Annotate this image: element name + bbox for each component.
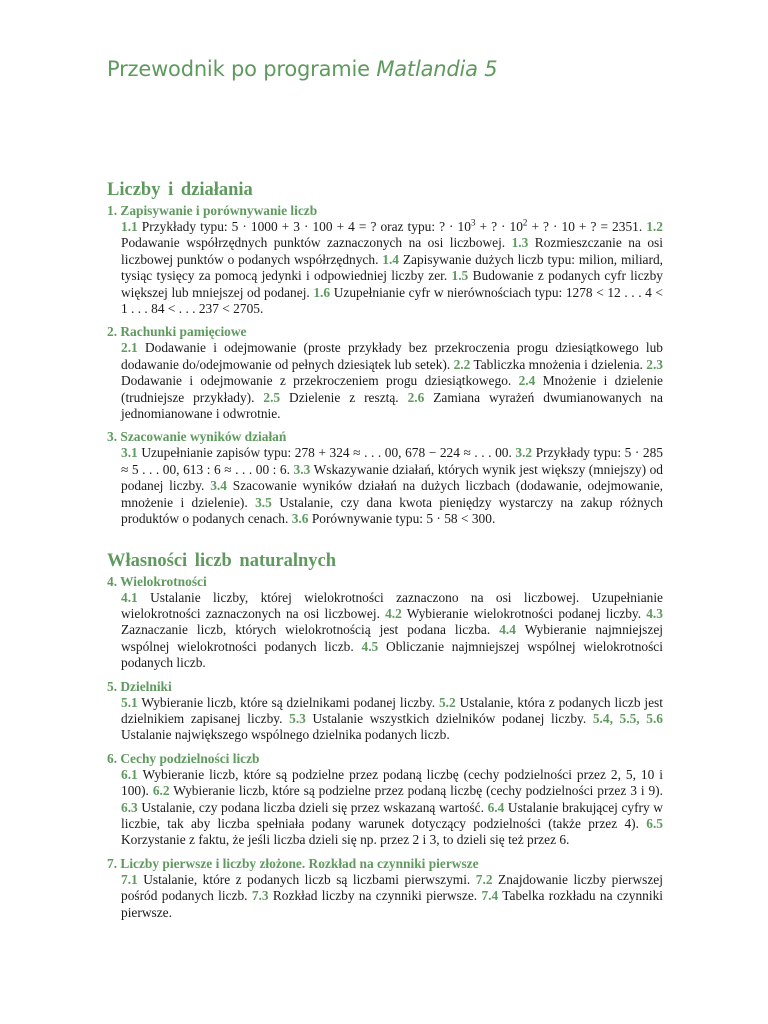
topic-body: [121, 590, 663, 672]
item-number: 1.6: [313, 284, 331, 300]
item-number: 7.3: [251, 888, 269, 904]
item-number: 2.5: [263, 389, 281, 405]
topic-heading: 1. Zapisywanie i porównywanie liczb: [107, 203, 318, 218]
item-text: Rozkład liczby na czynniki pierwsze.: [272, 888, 478, 904]
item-text: Ustalanie, które z podanych liczb są liczbami pierwszymi.: [143, 871, 471, 887]
item-text: Zamiana wyrażeń dwumianowanych na jednomianowane i odwrotnie.: [121, 389, 663, 422]
item-text: Przykłady typu: 5 · 1000 + 3 · 100 + 4 = ? oraz typu: ? · $10^3$ + ? · $10^2$ + ? · 10 + ? = 2351.: [141, 217, 643, 234]
topic-list: [107, 573, 663, 922]
topic-heading: 5. Dzielniki: [107, 678, 172, 694]
item-number: 3.4: [210, 478, 227, 494]
item-number: 1.5: [451, 268, 469, 284]
section-title: Własności liczb naturalnych: [107, 550, 337, 571]
item-text: Ustalanie, czy dana kwota pieniędzy wystarczy na zakup różnych produktów o podanych cenach.: [121, 494, 663, 527]
item-text: Budowanie z podanych cyfr liczby większej lub mniejszej od podanej.: [121, 268, 663, 300]
topic-list: [107, 202, 663, 528]
item-text: Dodawanie i odejmowanie (proste przykłady bez przekroczenia progu dziesiątkowego lub dodawanie do/odejmowanie od pełnych dziesiątek lub setek).: [121, 340, 663, 372]
topic-body: [121, 767, 663, 849]
page-title: [107, 55, 497, 83]
item-text: Wybieranie najmniejszej wspólnej wielokrotności podanych liczb.: [121, 622, 663, 654]
topic-body: [121, 695, 663, 744]
item-number: 1.2: [646, 219, 663, 234]
item-number: 2.6: [407, 389, 425, 405]
item-number: 6.4: [487, 799, 505, 815]
item-number: 1.1: [121, 219, 138, 234]
topic: [107, 202, 663, 317]
topic-heading: 7. Liczby pierwsze i liczby złożone. Rozkład na czynniki pierwsze: [107, 855, 479, 871]
item-text: Przykłady typu: 5 · 285 ≈ 5 . . . 00, 613 : 6 ≈ . . . 00 : 6.: [121, 445, 663, 477]
item-number: 6.2: [152, 783, 170, 799]
item-number: 5.3: [289, 710, 306, 726]
item-number: 5.2: [438, 694, 456, 710]
item-text: Zaznaczanie liczb, których wielokrotnością jest podana liczba.: [121, 622, 491, 638]
topic: [107, 573, 663, 672]
item-text: Znajdowanie liczby pierwszej pośród podanych liczb.: [121, 871, 663, 904]
item-text: Szacowanie wyników działań na dużych liczbach (dodawanie, odejmowanie, mnożenie i dzielenie).: [121, 478, 664, 510]
item-number: 2.3: [646, 356, 663, 372]
item-number: 1.4: [382, 251, 400, 267]
topic-body: [121, 219, 663, 317]
item-text: Wybieranie liczb, które są podzielne przez podaną liczbę (cechy podzielności przez 2, 5, 10 i 100).: [121, 766, 663, 799]
item-text: Ustalanie wszystkich dzielników podanej liczby.: [312, 710, 587, 726]
topic-heading: 6. Cechy podzielności liczb: [107, 750, 260, 766]
item-number: 6.1: [121, 766, 138, 782]
item-number: 1.3: [511, 235, 529, 251]
topic: [107, 855, 663, 921]
item-text: Wybieranie liczb, które są podzielne przez podaną liczbę (cechy podzielności przez 3 i 9).: [173, 783, 663, 799]
item-number: 3.1: [121, 445, 138, 461]
topic: [107, 750, 663, 849]
item-number: 3.6: [291, 511, 309, 527]
item-number: 3.5: [255, 494, 272, 510]
item-text: Ustalanie liczby, której wielokrotności zaznaczono na osi liczbowej. Uzupełnianie wielokrotności zaznaczonych na osi liczbowej.: [121, 589, 663, 621]
item-number: 6.5: [646, 815, 663, 831]
item-number: 2.2: [453, 356, 471, 372]
item-text: Tabliczka mnożenia i dzielenia.: [473, 356, 643, 372]
item-text: Dodawanie i odejmowanie z przekroczeniem progu dziesiątkowego.: [121, 373, 512, 389]
item-text: Wybieranie wielokrotności podanej liczby.: [406, 605, 642, 621]
topic: [107, 323, 663, 422]
topic-heading: 4. Wielokrotności: [107, 573, 207, 589]
content: [107, 178, 663, 927]
item-text: Zapisywanie dużych liczb typu: milion, miliard, tysiąc tysięcy za pomocą jedynki i odpowiedniej liczby zer.: [121, 251, 663, 284]
item-text: Ustalanie, czy podana liczba dzieli się przez wskazaną wartość.: [141, 799, 484, 815]
item-number: 4.2: [385, 605, 402, 621]
item-number: 4.5: [361, 638, 379, 654]
item-number: 7.2: [475, 871, 493, 887]
section-title: Liczby i działania: [107, 180, 253, 200]
item-number: 7.1: [121, 871, 138, 887]
item-text: Ustalanie brakującej cyfry w liczbie, tak aby liczba spełniała podany warunek dotyczący podzielności (także przez 4).: [121, 799, 663, 831]
item-text: Porównywanie typu: 5 · 58 < 300.: [311, 511, 496, 527]
item-number: 4.1: [121, 589, 138, 605]
item-number: 2.4: [518, 373, 536, 389]
item-text: Korzystanie z faktu, że jeśli liczba dzieli się np. przez 2 i 3, to dzieli się też przez 6.: [121, 832, 570, 848]
item-text: Wskazywanie działań, których wynik jest większy (mniejszy) od podanej liczby.: [121, 461, 663, 494]
topic-heading: 2. Rachunki pamięciowe: [107, 324, 247, 340]
item-number: 7.4: [481, 888, 499, 904]
item-text: Obliczanie najmniejszej wspólnej wielokrotności podanych liczb.: [121, 638, 663, 671]
item-text: Ustalanie, która z podanych liczb jest dzielnikiem zapisanej liczby.: [121, 694, 663, 726]
page-title-book: Matlandia 5: [376, 57, 498, 81]
item-text: Rozmieszczanie na osi liczbowej punktów o podanych współrzędnych.: [121, 235, 663, 267]
item-text: Tabelka rozkładu na czynniki pierwsze.: [121, 888, 663, 920]
topic-body: [121, 340, 663, 422]
page-title-prefix: Przewodnik po programie: [107, 57, 377, 81]
item-number: 6.3: [121, 799, 138, 815]
topic-body: [121, 872, 663, 921]
item-number: 5.4, 5.5, 5.6: [592, 710, 663, 726]
item-text: Mnożenie i dzielenie (trudniejsze przykłady).: [121, 373, 663, 405]
item-number: 3.2: [515, 445, 533, 461]
item-number: 5.1: [121, 694, 138, 710]
item-number: 2.1: [121, 340, 138, 356]
item-text: Dzielenie z resztą.: [289, 389, 399, 405]
item-number: 3.3: [293, 461, 311, 477]
topic: [107, 678, 663, 744]
item-text: Podawanie współrzędnych punktów zaznaczonych na osi liczbowej.: [121, 235, 506, 251]
item-number: 4.3: [646, 605, 663, 621]
item-text: Uzupełnianie cyfr w nierównościach typu: 1278 < 12 . . . 4 < 1 . . . 84 < . . . 237 < 2705.: [121, 284, 663, 317]
topic: [107, 428, 663, 527]
item-text: Wybieranie liczb, które są dzielnikami podanej liczby.: [141, 694, 436, 710]
item-text: Ustalanie największego wspólnego dzielnika podanych liczb.: [121, 727, 450, 743]
topic-heading: 3. Szacowanie wyników działań: [107, 429, 287, 445]
topic-body: [121, 445, 663, 527]
item-text: Uzupełnianie zapisów typu: 278 + 324 ≈ . . . 00, 678 − 224 ≈ . . . 00.: [141, 445, 512, 461]
item-number: 4.4: [499, 622, 516, 638]
